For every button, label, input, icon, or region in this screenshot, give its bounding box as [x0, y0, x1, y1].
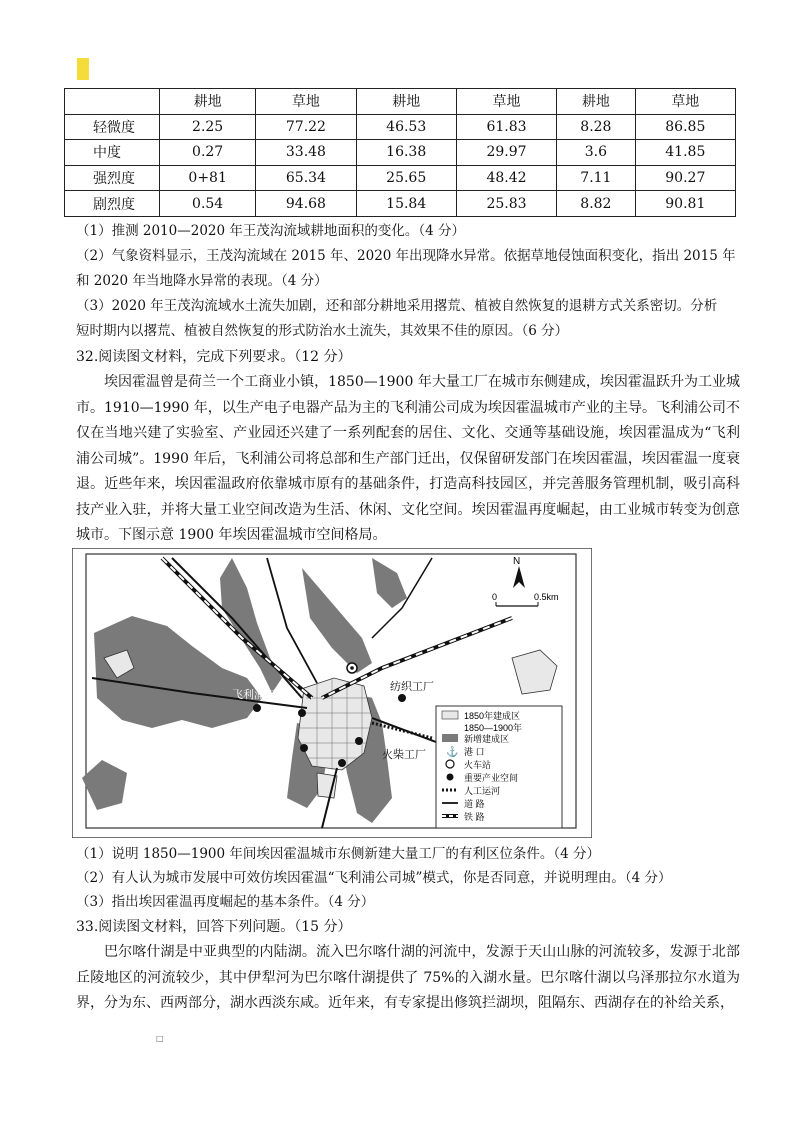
table-cell: 15.84: [356, 191, 456, 217]
footer-mark: □: [156, 1034, 164, 1043]
table-row: [65, 114, 736, 140]
scale-zero: 0: [492, 592, 498, 602]
legend-label: 新增建成区: [464, 734, 510, 744]
legend-label: 1850年建成区: [464, 711, 521, 721]
erosion-table: [64, 88, 736, 217]
map-legend: [436, 706, 562, 828]
table-row: [65, 165, 736, 191]
table-cell: 8.82: [557, 191, 636, 217]
industry-legend-icon: [447, 774, 454, 781]
table-cell: 0+81: [160, 165, 256, 191]
table-cell: 90.27: [635, 165, 735, 191]
q32-title: 32.阅读图文材料，完成下列要求。（12 分）: [76, 349, 352, 365]
table-header-cell: 草地: [256, 89, 356, 115]
map-label: 飞利浦厂: [232, 689, 276, 701]
q31-part3-line1: （3）2020 年王茂沟流域水土流失加剧，还和部分耕地采用撂荒、植被自然恢复的退耕方式关系密切。分析: [76, 298, 718, 314]
table-cell: 48.42: [456, 165, 556, 191]
table-cell: 7.11: [557, 165, 636, 191]
q33-title: 33.阅读图文材料，回答下列问题。（15 分）: [76, 919, 352, 935]
table-cell: 25.83: [456, 191, 556, 217]
table-row: [65, 140, 736, 166]
table-cell: 77.22: [256, 114, 356, 140]
table-header-cell: 草地: [635, 89, 735, 115]
row-label: 强烈度: [65, 165, 160, 191]
table-cell: 25.65: [356, 165, 456, 191]
legend-label: 人工运河: [464, 786, 501, 796]
station-legend-icon: [446, 760, 454, 768]
table-cell: 65.34: [256, 165, 356, 191]
table-cell: 8.28: [557, 114, 636, 140]
table-cell: 0.27: [160, 140, 256, 166]
q31-part2-line1: （2）气象资料显示，王茂沟流域在 2015 年、2020 年出现降水异常。依据草地侵蚀面积变化，指出 2015 年: [76, 248, 736, 264]
table-row: [65, 191, 736, 217]
table-header-cell: 耕地: [356, 89, 456, 115]
table-cell: 2.25: [160, 114, 256, 140]
city-layout-map: [72, 548, 592, 838]
legend-label: 重要产业空间: [464, 773, 519, 783]
q32-part3: （3）指出埃因霍温再度崛起的基本条件。（4 分）: [76, 894, 375, 910]
row-label: 剧烈度: [65, 191, 160, 217]
map-label: 纺织工厂: [390, 681, 434, 693]
table-cell: 33.48: [256, 140, 356, 166]
row-label: 中度: [65, 140, 160, 166]
q31-part1: （1）推测 2010—2020 年王茂沟流域耕地面积的变化。（4 分）: [76, 223, 466, 239]
table-header-cell: 草地: [456, 89, 556, 115]
station-icon: [347, 663, 357, 673]
anchor-icon: ⚓: [446, 747, 459, 758]
q32-part2: （2）有人认为城市发展中可效仿埃因霍温“飞利浦公司城”模式，你是否同意，并说明理由。（4 分）: [76, 870, 672, 886]
table-cell: 29.97: [456, 140, 556, 166]
table-cell: 94.68: [256, 191, 356, 217]
row-label: 轻微度: [65, 114, 160, 140]
table-cell: 16.38: [356, 140, 456, 166]
q33-material: 巴尔喀什湖是中亚典型的内陆湖。流入巴尔喀什湖的河流中，发源于天山山脉的河流较多，发源于北部丘陵地区的河流较少，其中伊犁河为巴尔喀什湖提供了 75%的入湖水量。巴尔喀什湖以乌泽那拉尔水道为界，分为东、西两部分，湖水西淡东咸。近年来，有专家提出修筑拦湖坝，阻隔东、西湖存在的补给关系，: [76, 944, 740, 1011]
table-cell: 3.6: [557, 140, 636, 166]
table-cell: 46.53: [356, 114, 456, 140]
legend-label: 铁 路: [464, 812, 485, 822]
q31-part2-line2: 和 2020 年当地降水异常的表现。（4 分）: [76, 273, 328, 289]
table-cell: 61.83: [456, 114, 556, 140]
map-label: 火柴工厂: [382, 749, 426, 761]
north-label: N: [513, 556, 521, 567]
table-header-row: [65, 89, 736, 115]
legend-label: 道 路: [464, 799, 485, 809]
q31-part3-line2: 短时期内以撂荒、植被自然恢复的形式防治水土流失，其效果不佳的原因。（6 分）: [76, 323, 569, 339]
legend-label: 火车站: [464, 760, 492, 770]
table-cell: 0.54: [160, 191, 256, 217]
table-header-cell: 耕地: [160, 89, 256, 115]
scale-label: 0.5km: [534, 592, 559, 602]
highlight-mark: [77, 58, 89, 80]
table-cell: 90.81: [635, 191, 735, 217]
q32-material: 埃因霍温曾是荷兰一个工商业小镇，1850—1900 年大量工厂在城市东侧建成，埃因霍温跃升为工业城市。1910—1990 年，以生产电子电器产品为主的飞利浦公司成为埃因霍温城市产业的主导。飞利浦公司不仅在当地兴建了实验室、产业园还兴建了一系列配套的居住、文化、交通等基础设施，埃因霍温成为“飞利浦公司城”。1990 年后，飞利浦公司将总部和生产部门迁出，仅保留研发部门在埃因霍温，埃因霍温一度衰退。近些年来，埃因霍温政府依靠城市原有的基础条件，打造高科技园区，并完善服务管理机制，吸引高科技产业入驻，并将大量工业空间改造为生活、休闲、文化空间。埃因霍温再度崛起，由工业城市转变为创意城市。下图示意 1900 年埃因霍温城市空间格局。: [76, 374, 740, 543]
q32-part1: （1）说明 1850—1900 年间埃因霍温城市东侧新建大量工厂的有利区位条件。（4 分）: [76, 846, 601, 862]
legend-label: 港 口: [464, 747, 485, 757]
table-cell: 41.85: [635, 140, 735, 166]
table-header-cell: [65, 89, 160, 115]
table-header-cell: 耕地: [557, 89, 636, 115]
table-cell: 86.85: [635, 114, 735, 140]
legend-label: 1850—1900年: [464, 723, 523, 733]
